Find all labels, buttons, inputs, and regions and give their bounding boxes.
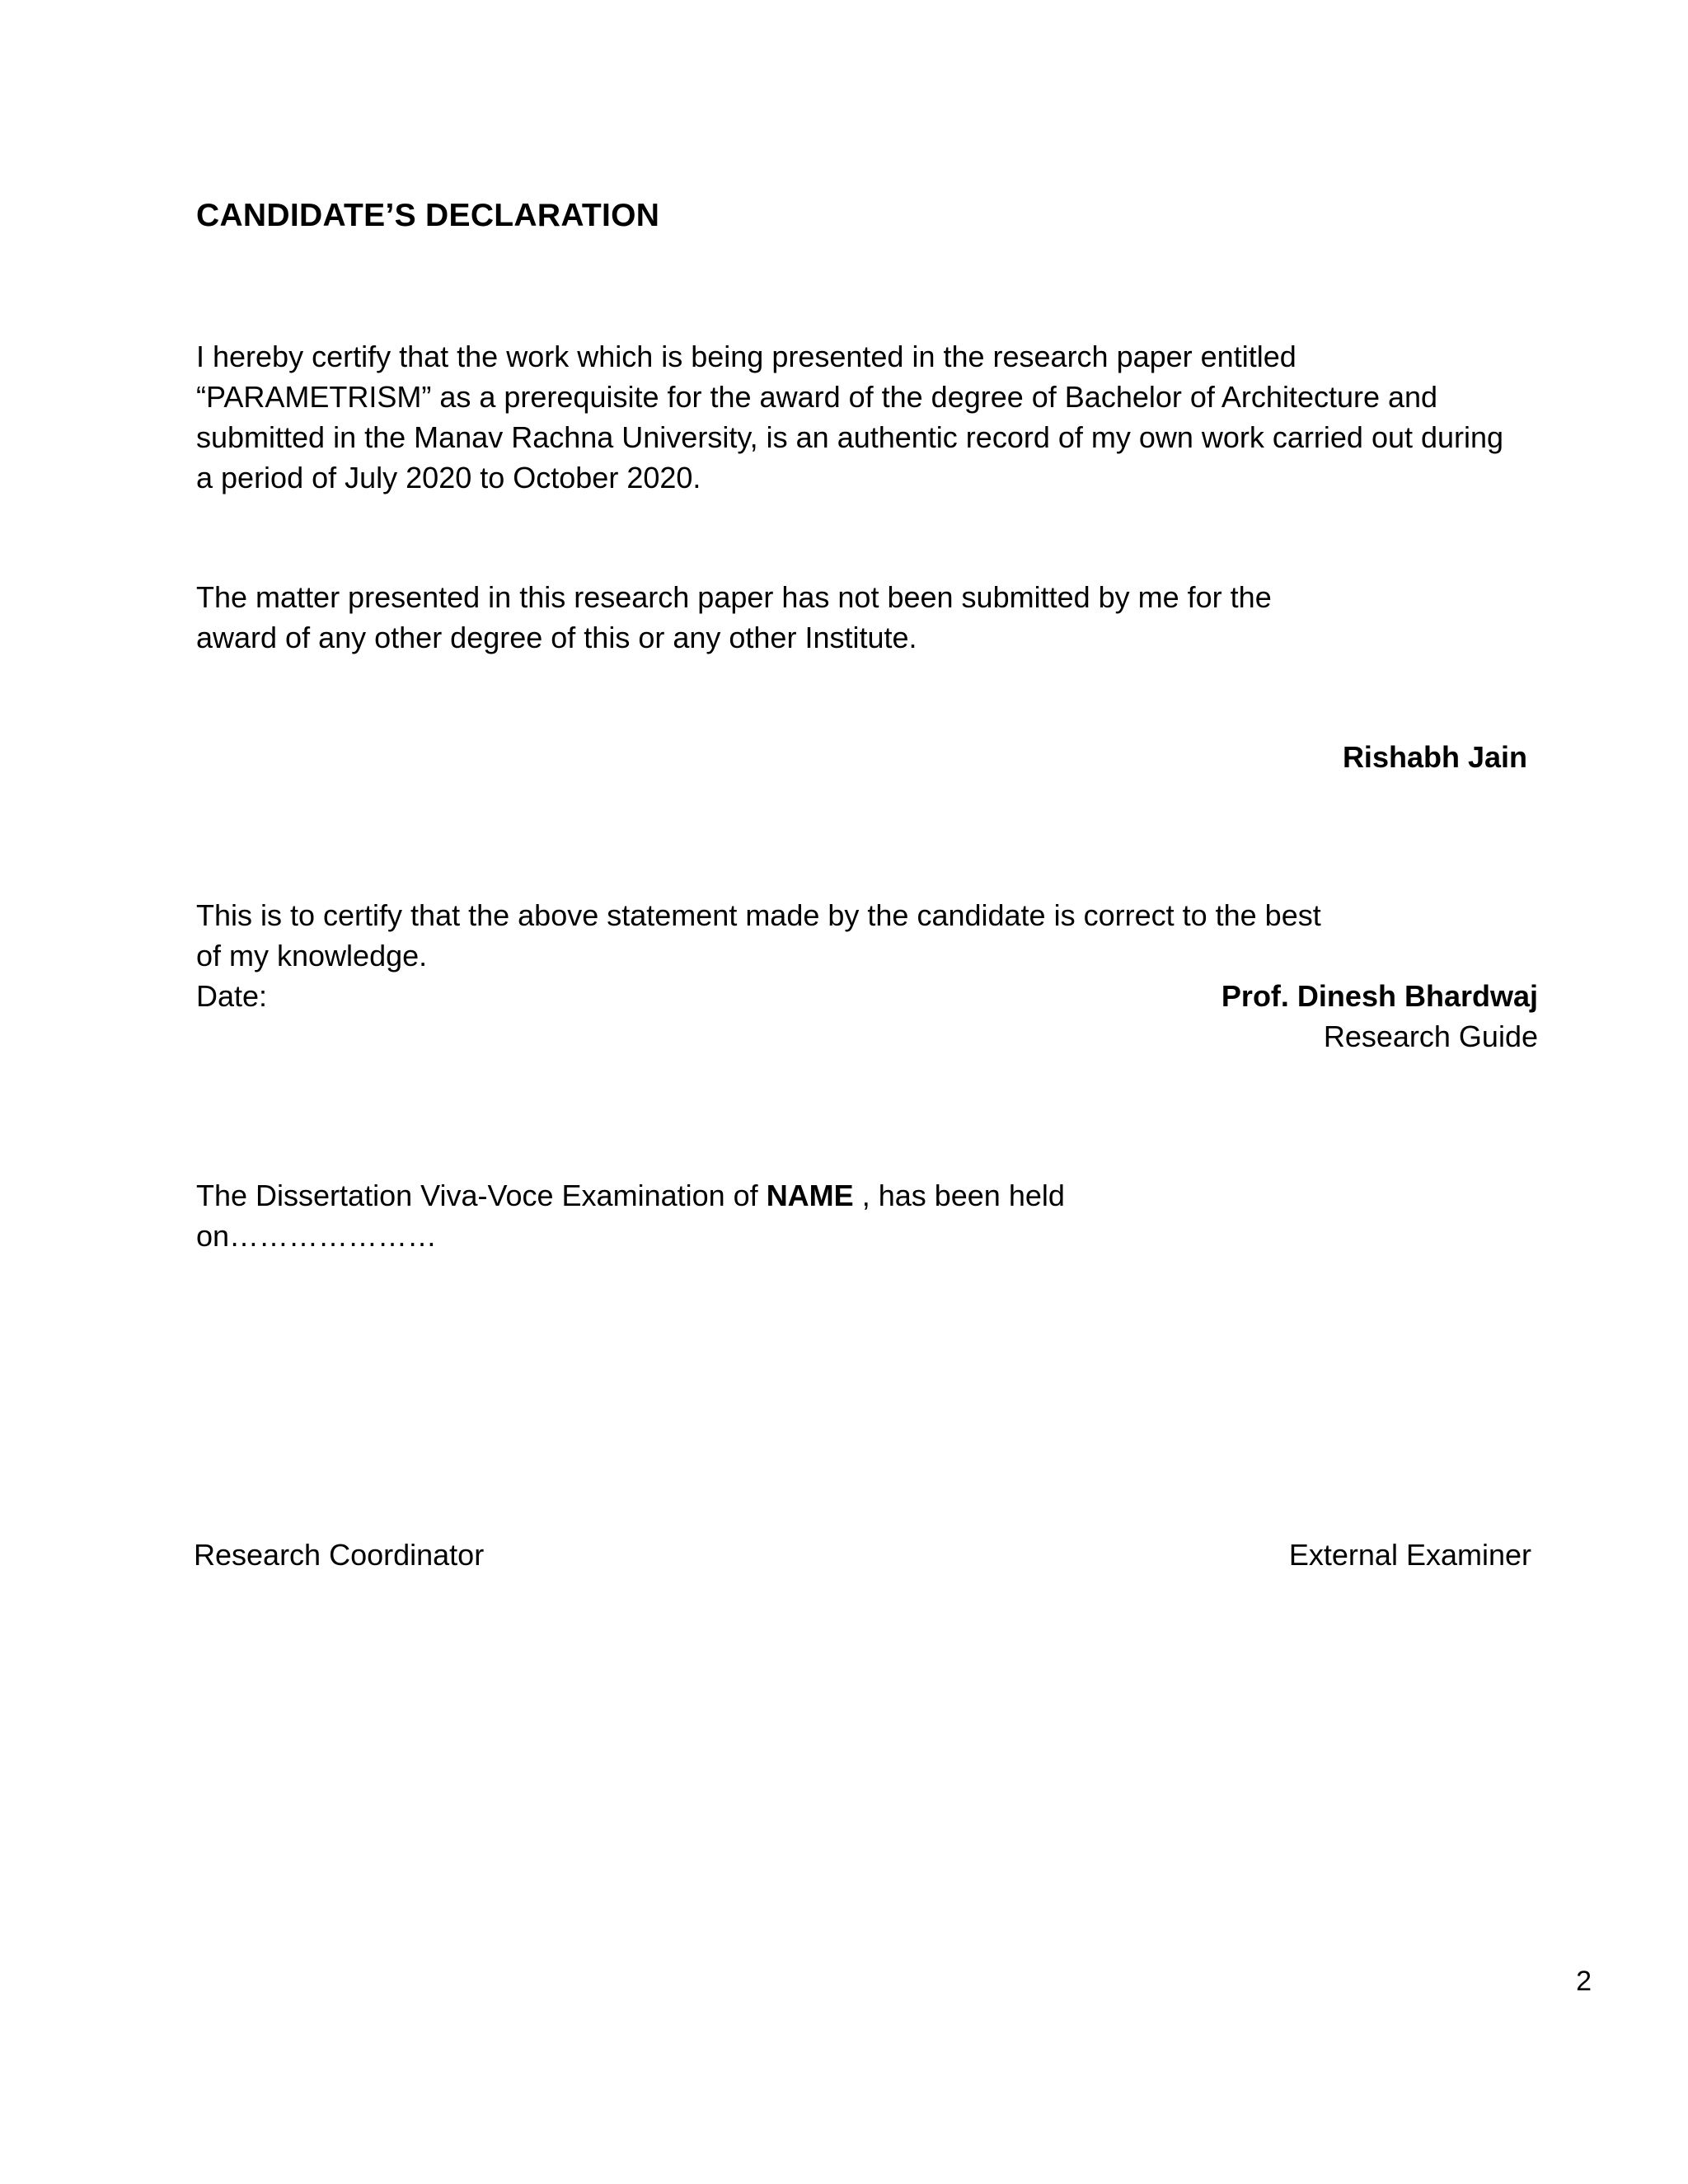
- originality-paragraph: [196, 577, 1272, 658]
- date-label: Date:: [196, 979, 268, 1013]
- viva-suffix: , has been held: [853, 1179, 1065, 1212]
- certification-line: I hereby certify that the work which is being presented in the research paper entitled: [196, 340, 1296, 373]
- viva-paragraph: [196, 1175, 1065, 1256]
- originality-line: award of any other degree of this or any other Institute.: [196, 621, 917, 654]
- originality-line: The matter presented in this research paper has not been submitted by me for the: [196, 580, 1272, 614]
- guide-statement-line: This is to certify that the above statement made by the candidate is correct to the best: [196, 898, 1321, 932]
- page-number: 2: [1576, 1966, 1592, 1997]
- viva-prefix: The Dissertation Viva-Voce Examination of: [196, 1179, 767, 1212]
- guide-statement-line: of my knowledge.: [196, 939, 428, 972]
- certification-line: a period of July 2020 to October 2020.: [196, 461, 701, 494]
- certification-paragraph: [196, 336, 1503, 498]
- page-title: CANDIDATE’S DECLARATION: [196, 198, 660, 233]
- guide-name: Prof. Dinesh Bhardwaj: [1221, 979, 1538, 1013]
- guide-statement-paragraph: [196, 895, 1321, 1016]
- external-examiner-label: External Examiner: [1288, 1538, 1531, 1572]
- viva-date-line: on…………………: [196, 1219, 438, 1253]
- viva-name-placeholder: NAME: [766, 1179, 854, 1212]
- research-coordinator-label: Research Coordinator: [194, 1538, 485, 1572]
- guide-role: Research Guide: [1323, 1019, 1538, 1053]
- certification-line: submitted in the Manav Rachna University, is an authentic record of my own work carried out during: [196, 420, 1504, 454]
- certification-line: “PARAMETRISM” as a prerequisite for the award of the degree of Bachelor of Architecture and: [196, 380, 1438, 414]
- candidate-name: Rishabh Jain: [1342, 740, 1527, 774]
- viva-line: [196, 1175, 1065, 1216]
